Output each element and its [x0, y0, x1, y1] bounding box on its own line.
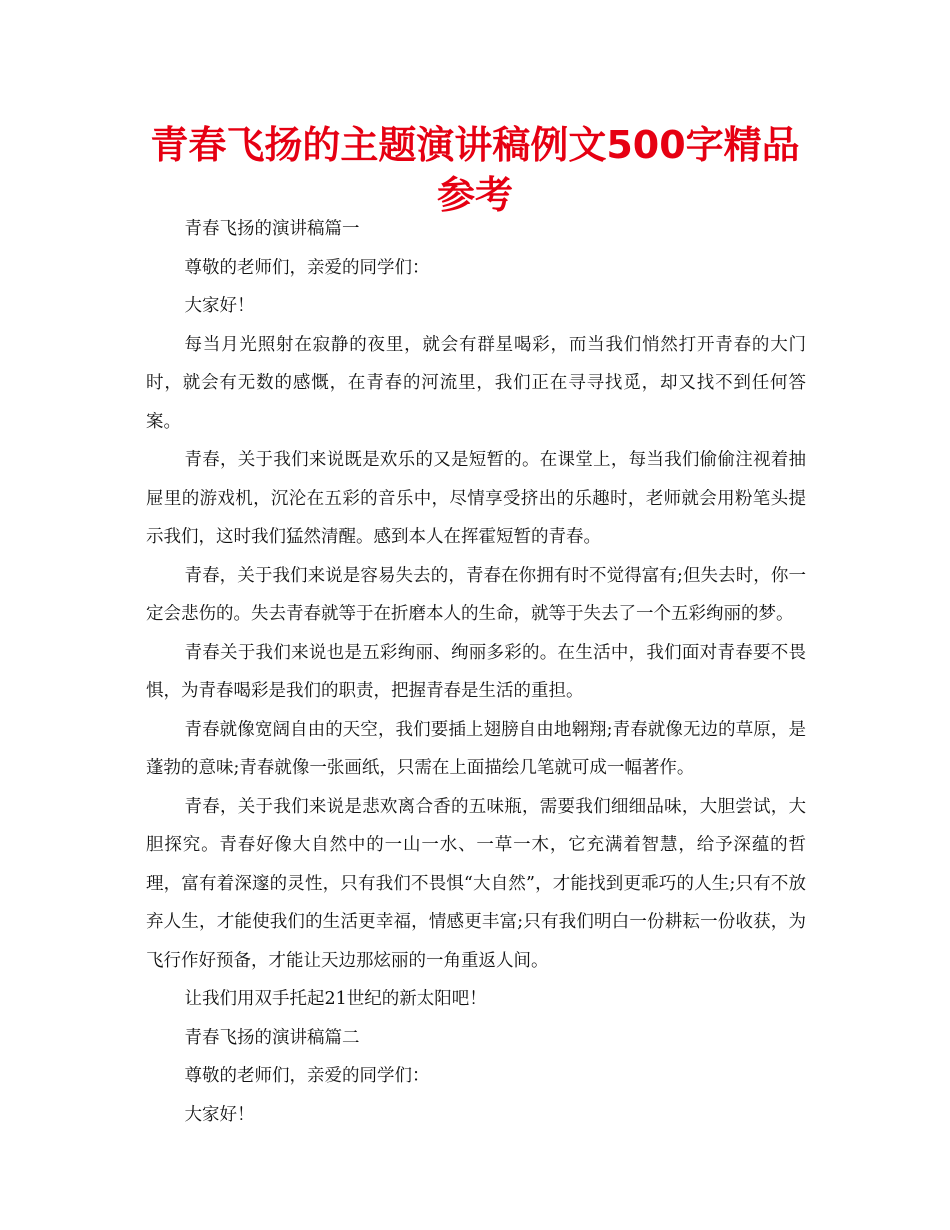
document-body [146, 210, 806, 1134]
section-heading-1: 青春飞扬的演讲稿篇一 [184, 219, 360, 239]
paragraph: 青春关于我们来说也是五彩绚丽、绚丽多彩的。在生活中，我们面对青春要不畏惧，为青春喝彩是我们的职责，把握青春是生活的重担。 [146, 642, 806, 701]
greeting: 大家好！ [184, 296, 255, 316]
paragraph: 青春，关于我们来说既是欢乐的又是短暂的。在课堂上，每当我们偷偷注视着抽屉里的游戏机，沉沦在五彩的音乐中，尽情享受挤出的乐趣时，老师就会用粉笔头提示我们，这时我们猛然清醒。感到本人在挥霍短暂的青春。 [146, 450, 806, 547]
salutation: 尊敬的老师们，亲爱的同学们： [184, 257, 430, 278]
paragraph: 青春，关于我们来说是悲欢离合香的五味瓶，需要我们细细品味，大胆尝试，大胆探究。青春好像大自然中的一山一水、一草一木，它充满着智慧，给予深蕴的哲理，富有着深邃的灵性，只有我们不畏惧“大自然”，才能找到更乖巧的人生;只有不放弃人生，才能使我们的生活更幸福，情感更丰富;只有我们明白一份耕耘一份收获，为飞行作好预备，才能让天边那炫丽的一角重返人间。 [146, 796, 806, 971]
paragraph: 每当月光照射在寂静的夜里，就会有群星喝彩，而当我们悄然打开青春的大门时，就会有无数的感慨，在青春的河流里，我们正在寻寻找觅，却又找不到任何答案。 [146, 334, 806, 432]
document-title: 青春飞扬的主题演讲稿例文500字精品参考 [150, 123, 800, 217]
section-heading-2: 青春飞扬的演讲稿篇二 [184, 1027, 360, 1048]
salutation: 尊敬的老师们，亲爱的同学们： [184, 1066, 430, 1086]
greeting: 大家好！ [184, 1104, 255, 1125]
closing-line: 让我们用双手托起21世纪的新太阳吧！ [184, 989, 487, 1009]
paragraph: 青春就像宽阔自由的天空，我们要插上翅膀自由地翱翔;青春就像无边的草原，是蓬勃的意味;青春就像一张画纸，只需在上面描绘几笔就可成一幅著作。 [146, 719, 806, 778]
paragraph: 青春，关于我们来说是容易失去的，青春在你拥有时不觉得富有;但失去时，你一定会悲伤的。失去青春就等于在折磨本人的生命，就等于失去了一个五彩绚丽的梦。 [146, 565, 806, 624]
